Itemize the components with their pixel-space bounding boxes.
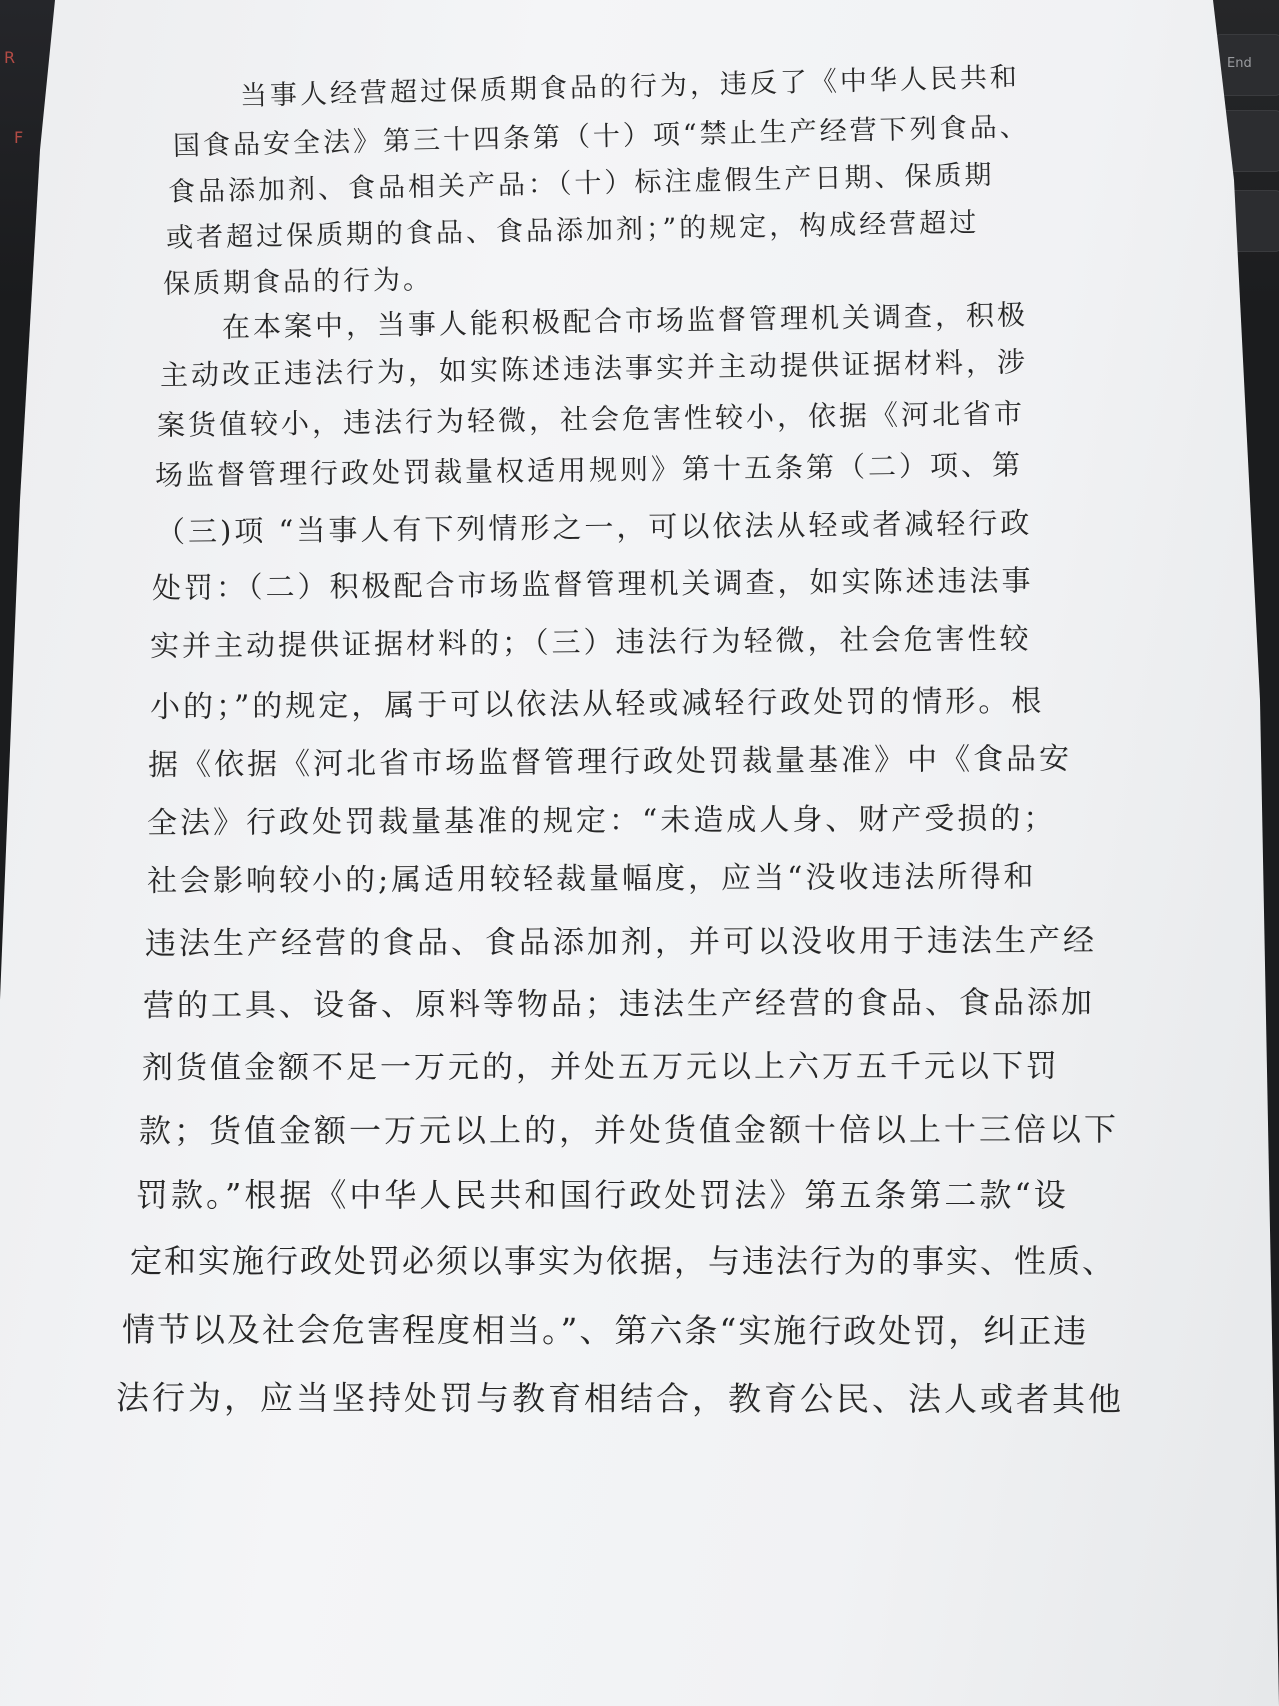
text-line-24: 法行为，应当坚持处罚与教育相结合，教育公民、法人或者其他 bbox=[115, 1378, 1125, 1419]
text-line-8: 案货值较小，违法行为轻微，社会危害性较小，依据《河北省市 bbox=[156, 396, 1026, 442]
keyboard-key-f-label: F bbox=[14, 128, 24, 147]
text-line-20: 款；货值金额一万元以上的，并处货值金额十倍以上十三倍以下 bbox=[138, 1110, 1120, 1150]
end-key-label: End bbox=[1227, 56, 1252, 71]
text-line-7: 主动改正违法行为，如实陈述违法事实并主动提供证据材料，涉 bbox=[159, 345, 1029, 392]
text-line-19: 剂货值金额不足一万元的，并处五万元以上六万五千元以下罚 bbox=[141, 1048, 1061, 1086]
text-line-6: 在本案中，当事人能积极配合市场监督管理机关调查，积极 bbox=[221, 298, 1029, 344]
text-line-3: 食品添加剂、食品相关产品：（十）标注虚假生产日期、保质期 bbox=[167, 159, 995, 208]
text-line-9: 场监督管理行政处罚裁量权适用规则》第十五条第（二）项、第 bbox=[154, 448, 1024, 492]
text-line-2: 国食品安全法》第三十四条第（十）项“禁止生产经营下列食品、 bbox=[172, 111, 1031, 162]
keyboard-key-r-label: R bbox=[4, 48, 16, 67]
text-line-15: 全法》行政处罚裁量基准的规定：“未造成人身、财产受损的； bbox=[146, 801, 1057, 841]
text-line-17: 违法生产经营的食品、食品添加剂，并可以没收用于违法生产经 bbox=[144, 922, 1098, 962]
text-line-12: 实并主动提供证据材料的；（三）违法行为轻微，社会危害性较 bbox=[149, 621, 1032, 663]
text-line-10: （三)项 “当事人有下列情形之一，可以依法从轻或者减轻行政 bbox=[155, 505, 1033, 549]
text-line-1: 当事人经营超过保质期食品的行为，违反了《中华人民共和 bbox=[239, 61, 1021, 112]
text-line-18: 营的工具、设备、原料等物品；违法生产经营的食品、食品添加 bbox=[142, 984, 1096, 1024]
text-line-22: 定和实施行政处罚必须以事实为依据，与违法行为的事实、性质、 bbox=[130, 1242, 1117, 1280]
text-line-5: 保质期食品的行为。 bbox=[162, 264, 434, 300]
text-line-11: 处罚：（二）积极配合市场监督管理机关调查，如实陈述违法事 bbox=[151, 563, 1034, 605]
text-line-4: 或者超过保质期的食品、食品添加剂；”的规定，构成经营超过 bbox=[165, 207, 980, 254]
text-line-23: 情节以及社会危害程度相当。”、第六条“实施行政处罚，纠正违 bbox=[121, 1310, 1089, 1351]
text-line-13: 小的；”的规定，属于可以依法从轻或减轻行政处罚的情形。根 bbox=[149, 683, 1045, 725]
text-line-16: 社会影响较小的;属适用较轻裁量幅度，应当“没收违法所得和 bbox=[146, 859, 1037, 899]
text-line-14: 据《依据《河北省市场监督管理行政处罚裁量基准》中《食品安 bbox=[147, 741, 1073, 783]
text-line-21: 罚款。”根据《中华人民共和国行政处罚法》第五条第二款“设 bbox=[136, 1176, 1069, 1214]
